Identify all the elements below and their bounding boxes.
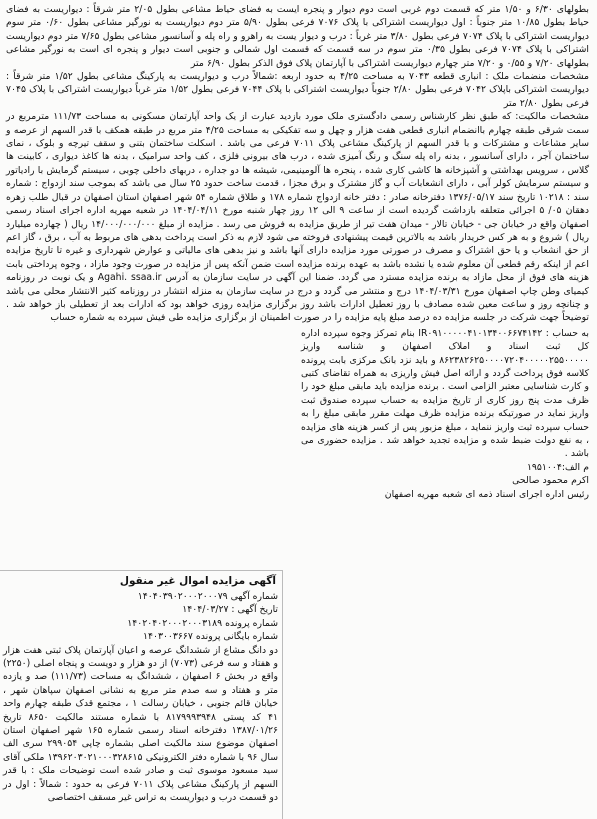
lower-column bbox=[6, 327, 589, 501]
notice-ref-number: م الف:۱۹۵۱۰۰۴ bbox=[526, 461, 589, 473]
lower-spacer bbox=[6, 327, 301, 557]
paragraph-ownership: مشخصات مالکیت: که طبق نظر کارشناس رسمی دادگستری ملک مورد بازدید عبارت از یک واحد آپارتمان مسکونی به مساحت ۱۱۱/۷۳ مترمربع در سمت شرقی طبقه چهارم باانضمام انباری قطعی هفت هزار و چهل و سه تفکیکی به مساحت ۴/۲۵ متر مربع در طبقه همکف با قدر السهم از عرصه و سایر مشاعات و مشترکات و با قدر السهم از پارکینگ مشاعی پلاک ۷۰۱۱ فرعی می باشد . اسکلت ساختمان بتنی و سقف تیرچه و بلوک ، نمای ساختمان آجر ، دارای آسانسور ، بدنه راه پله سنگ و رنگ آمیزی شده ، درب های بیرونی فلزی ، کف واحد سرامیک ، بدنه ها کاغذ دیواری ، کابینت ها گلاس ، سرویس بهداشتی و آشپزخانه ها کاشی کاری شده ، پنجره ها آلومینیمی، شیشه ها دو جداره ، دربهای داخلی چوبی ، سیستم گرمایش با رادیاتور و سیستم سرمایش کولر آبی ، دارای انشعابات آب و گاز مشترک و برق مجزا ، قدمت ساخت حدود ۲۵ سال می باشد که بموجب سند ازدواج : شماره سند : ۱۰۲۱۸ تاریخ سند ۱۳۷۶/۰۵/۱۷ دفترخانه صادر : دفتر خانه ازدواج شماره ۱۷۸ و طلاق شماره ۵۴ شهر اصفهان استان اصفهان در قبال طلب زهره دهقان ۰۵/ ۵ اجرائی متعلقه بازداشت گردیده است از ساعت ۹ الی ۱۲ روز چهار شنبه مورخ ۱۴۰۴/۰۴/۱۱ در شعبه مهریه اداره اجرای اسناد رسمی اصفهان واقع در خیابان جی - خیابان تالار - میدان هفت تیر از طریق مزایده به فروش می رسد . مزایده از مبلغ ۱۴/۰۰۰/۰۰۰/۰۰۰ ریال ( چهارده میلیارد ریال ) شروع و به هر کس خریدار باشد به بالاترین قیمت پیشنهادی فروخته می شود لازم به ذکر است پرداخت بدهی های مربوط به آب ، برق ، گاز اعم از حق انشعاب و یا حق اشتراک و مصرف در صورتی مورد مزایده دارای آنها باشد و نیز بدهی های مالیاتی و عوارض شهرداری و غیره تا تاریخ مزایده اعم از اینکه رقم قطعی آن معلوم شده یا نشده باشد به عهده برنده مزایده است ضمن آنکه پس از مزایده در صورت وجود مازاد ، وجوه پرداختی بابت هزینه های فوق از محل مازاد به برنده مزایده مسترد می گردد. ضمنا این آگهی در سایت سازمان به آدرس Agahi. ssaa.ir و یک نوبت در روزنامه کیمیای وطن چاپ اصفهان مورخ ۱۴۰۴/۰۳/۳۱ درج و منتشر می گردد و درج در سایت سازمان به منزله انتشار در روزنامه کثیر الانتشار محلی می باشد و چنانچه روز و ساعت معین شده مصادف با روز تعطیل ادارات باشد روز برگزاری مزایده روزی خواهد بود که ادارات بعد از تعطیلی باز خواهد شد . توضیحاً جهت شرکت در جلسه مزایده ده درصد مبلغ پایه مزایده را در صورت اطمینان از برگزاری مزایده طی فیش سپرده به شماره حساب bbox=[6, 111, 589, 324]
paragraph-payment: به حساب : IR۰۹۱۰۰۰۰۰۴۱۰۱۳۴۰۰۶۶۷۴۱۴۲ بنام تمرکز وجوه سپرده اداره کل ثبت اسناد و املاک اصفهان و شناسه واریز ۸۶۲۳۸۲۶۲۵۰۰۰۰۷۲۰۴۰۰۰۰۰۲۵۵۰۰۰۰۰ و باید نزد بانک مرکزی بابت پرونده کلاسه فوق پرداخت گردد و ارائه اصل فیش واریزی به همراه تقاضای کتبی و کارت شناسایی معتبر الزامی است . برنده مزایده باید مابقی مبلغ خود را ظرف مدت پنج روز کاری از تاریخ مزایده به حساب سپرده صندوق ثبت واریز نماید در صورتیکه برنده مزایده ظرف مهلت مقرر مابقی مبلغ را به حساب سپرده ثبت واریز ننماید ، مبلغ مزبور پس از کسر هزینه های مزایده ، به نفع دولت ضبط شده و مزایده تجدید خواهد شد . مزایده حضوری می باشد . bbox=[301, 327, 590, 460]
notice-title: آگهی مزایده اموال غیر منقول bbox=[119, 575, 276, 587]
auction-notice-box bbox=[0, 570, 283, 819]
notice-meta bbox=[3, 590, 278, 644]
archive-number: شماره بایگانی پرونده ۱۴۰۳۰۰۳۶۶۷ bbox=[142, 631, 278, 643]
notice-body-text: دو دانگ مشاع از ششدانگ عرصه و اعیان آپارتمان پلاک ثبتی هفت هزار و هفتاد و سه فرعی (۷۰۷۳) از دو هزار و دویست و پنجاه اصلی (۲۲۵۰) واقع در بخش ۶ اصفهان ، ششدانگ به مساحت (۱۱۱/۷۳) صد و یازده متر و هفتاد و سه صدم متر مربع به نشانی اصفهان سپاهان شهر ، خیابان قائم جنوبی ، خیابان رسالت ۱ ، مجتمع قدک طبقه چهارم واحد ۴۱ کد پستی ۸۱۷۹۹۹۳۹۴۸ با شماره مستند مالکیت ۸۶۵۰ تاریخ ۱۳۸۷/۰۱/۲۶ دفترخانه اسناد رسمی شماره ۱۶۵ شهر اصفهان استان اصفهان موضوع سند مالکیت اصلی بشماره چاپی ۲۹۹۰۵۴ سری الف سال ۹۶ با شماره دفتر الکترونیکی ۱۳۹۶۲۰۳۰۲۱۰۰۰۳۲۸۶۱۵ ملکی آقای سید مسعود موسوی ثبت و صادر شده است توضیحات ملک : با قدر السهم از پارکینگ مشاعی پلاک ۷۰۱۱ فرعی به حدود : شمالاً : اول در دو قسمت درب و دیواریست به تراس غیر مسقف اختصاصی bbox=[3, 644, 279, 804]
case-number: شماره پرونده ۱۴۰۲۰۴۰۲۰۰۰۲۰۰۰۳۱۸۹ bbox=[127, 617, 278, 629]
paragraph-appurtenances: مشخصات منضمات ملک : انباری قطعه ۷۰۴۳ به مساحت ۴/۲۵ به حدود اربعه :شمالاً درب و دیواریست به پارکینگ مشاعی بطول ۱/۵۲ متر شرقاً : دیواریست اشتراکی باپلاک ۷۰۴۲ فرعی بطول ۲/۸۰ جنوباً دیواریست اشتراکی با پلاک ۷۰۴۴ فرعی بطول ۱/۵۲ متر غرباً دیواریست اشتراکی با پلاک ۷۰۴۵ فرعی بطول ۲/۸۰ متر bbox=[6, 71, 590, 109]
signer-title: رئیس اداره اجرای اسناد ذمه ای شعبه مهریه اصفهان bbox=[384, 488, 589, 500]
main-column bbox=[6, 3, 589, 325]
signer-name: اکرم محمود صالحی bbox=[512, 475, 589, 487]
notice-body bbox=[3, 644, 278, 805]
notice-date: تاریخ آگهی : ۱۴۰۴/۰۳/۲۷ bbox=[182, 604, 278, 616]
paragraph-boundaries: بطولهای ۶/۳۰ و ۱/۵۰ متر که قسمت دوم غربی است دوم دیوار و پنجره ایست به فضای حیاط مشاعی بطول ۲/۰۵ متر شرقاً : دیواریست به فضای حیاط بطول ۱۰/۸۵ متر جنوباً : اول دیواریست اشتراکی با پلاک ۷۰۷۶ فرعی بطول ۵/۹۰ متر دوم دیواریست به نورگیر مشاعی بطول ۰/۶۰ متر سوم دیواریست اشتراکی با پلاک ۷۰۷۴ فرعی بطول ۳/۸۰ متر غرباً : درب و دیوار یست به راهرو و راه پله و آسانسور مشاعی بطول ۷/۶۵ متر دوم دیواریست اشتراکی با پلاک ۷۰۷۴ فرعی بطول ۰/۳۵ متر سوم در سه قسمت که قسمت اول شمالی و جنوبی است دیوار و پنجره ای است به نورگیر مشاعی بطولهای ۷/۲۰ و ۰/۵۵ و ۷/۲۰ متر چهارم دیواریست اشتراکی با آپارتمان پلاک فوق الذکر بطول ۶/۹۰ متر bbox=[6, 4, 590, 69]
notice-number: شماره آگهی ۱۴۰۴۰۳۹۰۲۰۰۰۲۰۰۰۷۹ bbox=[137, 591, 278, 602]
